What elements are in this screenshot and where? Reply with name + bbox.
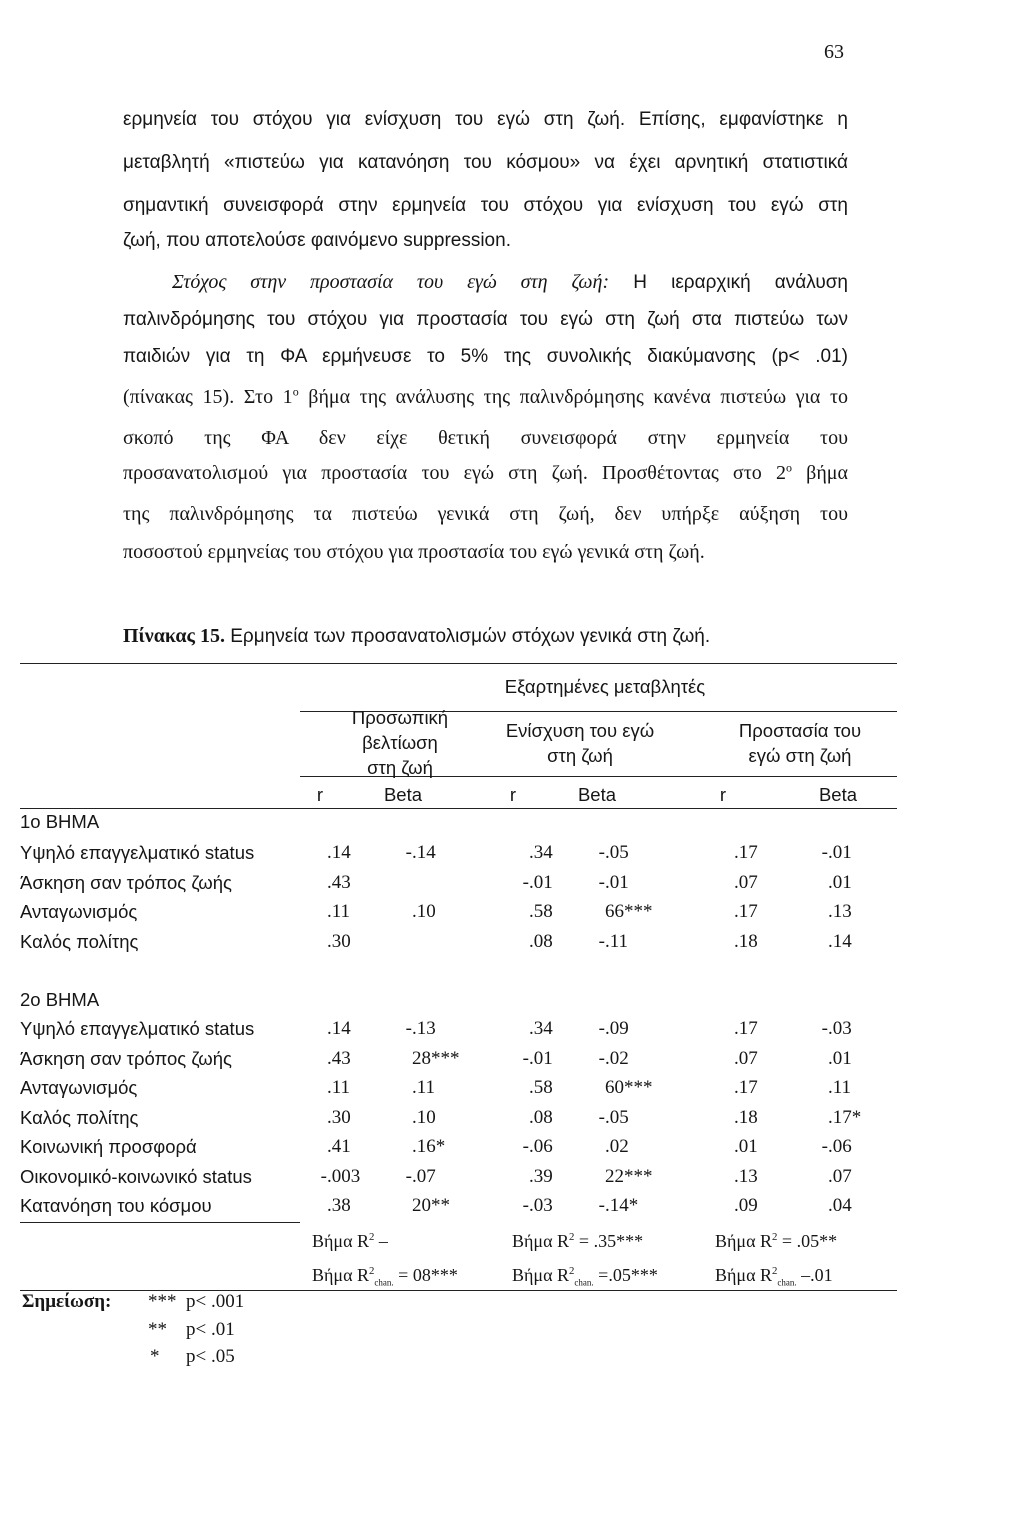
row-label: Ανταγωνισμός (20, 901, 138, 922)
column-header-ego-protection: Προστασία του (738, 720, 862, 741)
cell-value: .11 (327, 1077, 351, 1098)
cell-value: .58 (529, 1077, 553, 1098)
cell-value: .13 (734, 1166, 758, 1187)
paragraph-line: παιδιών για τη ΦΑ ερμήνευσε το 5% της συνολικής διακύμανσης (p< .01) (123, 346, 848, 367)
cell-sign: - (598, 1195, 605, 1216)
table-row (0, 1136, 900, 1158)
note-stars: ** (148, 1319, 167, 1340)
dependent-variables-label: Εξαρτημένες μεταβλητές (504, 676, 706, 697)
paragraph-line (123, 461, 848, 485)
row-label: Κοινωνική προσφορά (20, 1136, 197, 1157)
cell-value: .30 (327, 1107, 351, 1128)
cell-value: .39 (529, 1166, 553, 1187)
column-header-personal-improvement: βελτίωση (362, 732, 438, 753)
cell-enhance-beta (605, 1166, 653, 1188)
cell-value: .14 (327, 842, 351, 863)
column-header-ego-protection: εγώ στη ζωή (748, 745, 852, 766)
paragraph-text: βήμα (791, 462, 848, 484)
paragraph-line (123, 385, 848, 409)
table-row (0, 842, 900, 864)
cell-personal-r (320, 1166, 361, 1188)
cell-enhance-beta (605, 901, 653, 923)
cell-protect-beta (828, 901, 852, 923)
cell-value: .11 (412, 1077, 436, 1098)
stat-header-r: r (719, 784, 727, 805)
r-squared-superscript: 2 (772, 1231, 778, 1243)
r-squared-cell (715, 1264, 833, 1286)
row-label: Καλός πολίτης (20, 1107, 139, 1128)
section-heading: Στόχος στην προστασία του εγώ στη ζωή: (172, 271, 610, 293)
cell-protect-r (734, 872, 758, 894)
cell-value: .17* (828, 1107, 862, 1128)
table-row (0, 931, 900, 953)
cell-value: .11 (327, 901, 351, 922)
table-row (0, 1107, 900, 1129)
r-squared-value: – (374, 1231, 388, 1251)
cell-value: .11 (828, 1077, 852, 1098)
paragraph-line: μεταβλητή «πιστεύω για κατανόηση του κόσμου» να έχει αρνητική στατιστικά (123, 152, 848, 173)
cell-value: 22*** (605, 1166, 653, 1187)
cell-value: .14 (327, 1018, 351, 1039)
cell-value: .06 (828, 1136, 852, 1157)
cell-value: 60*** (605, 1077, 653, 1098)
cell-value: .08 (529, 931, 553, 952)
cell-value: 66*** (605, 901, 653, 922)
cell-value: .05 (605, 842, 629, 863)
r-squared-subscript: chan. (777, 1277, 797, 1288)
cell-sign: - (522, 1195, 529, 1216)
column-header-ego-enhancement: στη ζωή (547, 745, 613, 766)
r-squared-prefix: Βήμα R (715, 1265, 773, 1285)
cell-sign: - (821, 1018, 828, 1039)
cell-enhance-r (522, 1048, 553, 1070)
cell-value: .10 (412, 1107, 436, 1128)
page-number: 63 (824, 41, 844, 63)
cell-value: .13 (828, 901, 852, 922)
cell-value: .07 (734, 1048, 758, 1069)
cell-personal-r (327, 1136, 351, 1158)
cell-value: .38 (327, 1195, 351, 1216)
cell-value: .01 (605, 872, 629, 893)
note-p-value: p< .001 (186, 1291, 245, 1312)
cell-sign: - (821, 1136, 828, 1157)
paragraph-text: προσανατολισμού για προστασία του εγώ στη ζωή. Προσθέτοντας στο 2 (123, 462, 786, 484)
cell-enhance-beta (598, 931, 629, 953)
cell-sign: - (405, 1166, 412, 1187)
cell-enhance-r (529, 1018, 553, 1040)
r-squared-cell (312, 1264, 458, 1286)
cell-personal-beta (412, 1195, 450, 1217)
cell-personal-r (327, 931, 351, 953)
cell-sign: - (522, 1048, 529, 1069)
cell-personal-beta (405, 1018, 436, 1040)
r-squared-value: = 08*** (393, 1265, 458, 1285)
cell-value: .07 (734, 872, 758, 893)
r-squared-value: –.01 (796, 1265, 833, 1285)
table-caption-label: Πίνακας 15. (123, 625, 225, 647)
cell-protect-beta (828, 1077, 851, 1099)
r-squared-prefix: Βήμα R (512, 1265, 570, 1285)
cell-sign: - (522, 1136, 529, 1157)
ordinal-superscript: ο (785, 460, 792, 475)
paragraph-line: της παλινδρόμησης τα πιστεύω γενικά στη ζωή, δεν υπήρξε αύξηση του (123, 503, 848, 525)
r-squared-subscript: chan. (574, 1277, 594, 1288)
cell-enhance-beta (598, 1195, 639, 1217)
stat-header-beta: Beta (577, 784, 617, 805)
r-squared-superscript: 2 (369, 1265, 375, 1277)
cell-value: .58 (529, 901, 553, 922)
cell-protect-r (734, 1107, 758, 1129)
cell-sign: - (320, 1166, 327, 1187)
paragraph-line: ερμηνεία του στόχου για ενίσχυση του εγώ στη ζωή. Επίσης, εμφανίστηκε η (123, 109, 848, 130)
cell-personal-beta (412, 1136, 445, 1158)
cell-enhance-r (522, 1195, 553, 1217)
r-squared-row (0, 1230, 900, 1252)
cell-personal-r (327, 842, 351, 864)
step-label: 2ο ΒΗΜΑ (20, 989, 100, 1010)
cell-sign: - (598, 872, 605, 893)
note-stars: *** (148, 1291, 177, 1312)
cell-personal-r (327, 1195, 351, 1217)
cell-protect-beta (828, 1195, 852, 1217)
cell-value: .30 (327, 931, 351, 952)
column-header-ego-enhancement: Ενίσχυση του εγώ (505, 720, 655, 741)
cell-value: .003 (327, 1166, 361, 1187)
column-header-personal-improvement: στη ζωή (367, 757, 433, 778)
cell-value: .06 (529, 1136, 553, 1157)
cell-value: .16* (412, 1136, 446, 1157)
cell-protect-beta (828, 931, 852, 953)
cell-enhance-beta (598, 872, 629, 894)
cell-value: .08 (529, 1107, 553, 1128)
row-label: Άσκηση σαν τρόπος ζωής (20, 872, 232, 893)
cell-value: .17 (734, 1018, 758, 1039)
note-p-value: p< .05 (186, 1346, 235, 1367)
r-squared-superscript: 2 (369, 1231, 375, 1243)
r-squared-prefix: Βήμα R (312, 1231, 370, 1251)
step-label: 1ο ΒΗΜΑ (20, 811, 100, 832)
cell-value: .03 (828, 1018, 852, 1039)
cell-enhance-beta (598, 1048, 629, 1070)
paragraph-line: παλινδρόμησης του στόχου για προστασία του εγώ στη ζωή στα πιστεύω των (123, 309, 848, 330)
cell-value: .01 (828, 1048, 852, 1069)
cell-value: .17 (734, 842, 758, 863)
note-label: Σημείωση: (22, 1291, 112, 1312)
cell-value: .43 (327, 872, 351, 893)
table-row (0, 1195, 900, 1217)
ordinal-superscript: ο (292, 384, 299, 399)
cell-value: .11 (605, 931, 629, 952)
cell-enhance-beta (598, 842, 629, 864)
r-squared-prefix: Βήμα R (512, 1231, 570, 1251)
row-label: Υψηλό επαγγελματικό status (20, 1018, 255, 1039)
paragraph-line (172, 270, 848, 296)
stat-header-r: r (316, 784, 324, 805)
row-label: Υψηλό επαγγελματικό status (20, 842, 255, 863)
stat-header-beta: Beta (383, 784, 423, 805)
cell-value: .09 (605, 1018, 629, 1039)
cell-personal-beta (412, 1077, 435, 1099)
cell-enhance-beta (598, 1018, 629, 1040)
r-squared-value: = .05** (777, 1231, 838, 1251)
r-squared-cell (715, 1230, 837, 1252)
cell-protect-beta (828, 1166, 852, 1188)
cell-protect-r (734, 901, 758, 923)
paragraph-line: ζωή, που αποτελούσε φαινόμενο suppression. (123, 230, 511, 251)
row-label: Οικονομικό-κοινωνικό status (20, 1166, 252, 1187)
r-squared-prefix: Βήμα R (312, 1265, 370, 1285)
cell-protect-beta (821, 1018, 852, 1040)
cell-sign: - (405, 1018, 412, 1039)
cell-value: .01 (734, 1136, 758, 1157)
cell-value: .09 (734, 1195, 758, 1216)
paragraph-text: βήμα της ανάλυσης της παλινδρόμησης κανένα πιστεύω για το (298, 386, 849, 408)
r-squared-cell (512, 1230, 643, 1252)
stat-header-beta: Beta (818, 784, 858, 805)
cell-personal-r (327, 1018, 351, 1040)
cell-value: .14 (828, 931, 852, 952)
cell-enhance-r (522, 872, 553, 894)
cell-personal-beta (405, 842, 436, 864)
cell-enhance-r (529, 1107, 553, 1129)
table-row (0, 901, 900, 923)
cell-value: .02 (605, 1136, 629, 1157)
cell-sign: - (598, 842, 605, 863)
note-stars: * (150, 1346, 160, 1367)
cell-value: .34 (529, 1018, 553, 1039)
r-squared-cell (512, 1264, 658, 1286)
cell-sign: - (821, 842, 828, 863)
cell-enhance-beta (605, 1136, 629, 1158)
stat-header-rule (20, 808, 897, 809)
cell-value: .07 (828, 1166, 852, 1187)
cell-sign: - (522, 872, 529, 893)
cell-value: 20** (412, 1195, 450, 1216)
cell-personal-beta (412, 1107, 436, 1129)
row-label: Καλός πολίτης (20, 931, 139, 952)
cell-protect-beta (828, 1048, 852, 1070)
paragraph-text: (πίνακας 15). Στο 1 (123, 386, 293, 408)
cell-enhance-r (529, 901, 553, 923)
cell-personal-r (327, 1048, 351, 1070)
r-squared-superscript: 2 (772, 1265, 778, 1277)
cell-sign: - (598, 1018, 605, 1039)
cell-value: .17 (734, 1077, 758, 1098)
cell-protect-beta (821, 1136, 852, 1158)
row-label: Ανταγωνισμός (20, 1077, 138, 1098)
cell-protect-r (734, 931, 758, 953)
r-squared-prefix: Βήμα R (715, 1231, 773, 1251)
r-squared-superscript: 2 (569, 1231, 575, 1243)
cell-enhance-beta (598, 1107, 629, 1129)
table-caption (123, 624, 710, 650)
paragraph-text: Η ιεραρχική ανάλυση (609, 272, 849, 293)
r-squared-cell (312, 1230, 388, 1252)
r-squared-superscript: 2 (569, 1265, 575, 1277)
cell-personal-r (327, 872, 351, 894)
cell-value: .05 (605, 1107, 629, 1128)
table-row (0, 1166, 900, 1188)
cell-value: .04 (828, 1195, 852, 1216)
table-row (0, 872, 900, 894)
cell-protect-r (734, 1077, 758, 1099)
cell-value: .14 (412, 842, 436, 863)
stat-header-r: r (509, 784, 517, 805)
cell-value: .13 (412, 1018, 436, 1039)
table-top-rule (20, 663, 897, 664)
cell-personal-beta (405, 1166, 436, 1188)
cell-value: .34 (529, 842, 553, 863)
cell-protect-r (734, 1136, 758, 1158)
cell-value: .01 (529, 1048, 553, 1069)
cell-enhance-r (529, 842, 553, 864)
column-header-personal-improvement: Προσωπική (351, 707, 449, 728)
cell-protect-r (734, 1195, 758, 1217)
cell-enhance-r (522, 1136, 553, 1158)
table-caption-text: Ερμηνεία των προσανατολισμών στόχων γενικά στη ζωή. (224, 626, 711, 647)
paragraph-line: σκοπό της ΦΑ δεν είχε θετική συνεισφορά στην ερμηνεία του (123, 427, 848, 449)
table-row (0, 1048, 900, 1070)
cell-value: .17 (734, 901, 758, 922)
cell-value: .01 (828, 872, 852, 893)
cell-value: .18 (734, 1107, 758, 1128)
cell-enhance-beta (605, 1077, 653, 1099)
row-label: Άσκηση σαν τρόπος ζωής (20, 1048, 232, 1069)
cell-protect-r (734, 1018, 758, 1040)
paragraph-line: ποσοστού ερμηνείας του στόχου για προστασία του εγώ γενικά στη ζωή. (123, 541, 705, 563)
cell-protect-beta (828, 872, 852, 894)
cell-protect-r (734, 1166, 758, 1188)
cell-protect-r (734, 842, 758, 864)
cell-sign: - (405, 842, 412, 863)
cell-personal-beta (412, 1048, 460, 1070)
r-squared-subscript: chan. (374, 1277, 394, 1288)
cell-value: .43 (327, 1048, 351, 1069)
row-label: Κατανόηση του κόσμου (20, 1195, 212, 1216)
cell-personal-r (327, 1077, 350, 1099)
cell-personal-r (327, 1107, 351, 1129)
cell-value: .14* (605, 1195, 639, 1216)
cell-value: .03 (529, 1195, 553, 1216)
cell-enhance-r (529, 931, 553, 953)
r-squared-value: =.05*** (593, 1265, 658, 1285)
cell-personal-r (327, 901, 350, 923)
cell-value: .41 (327, 1136, 351, 1157)
cell-protect-beta (828, 1107, 861, 1129)
cell-sign: - (598, 931, 605, 952)
cell-value: .02 (605, 1048, 629, 1069)
cell-enhance-r (529, 1166, 553, 1188)
table-row (0, 1018, 900, 1040)
cell-value: .01 (828, 842, 852, 863)
cell-value: .18 (734, 931, 758, 952)
cell-protect-beta (821, 842, 852, 864)
cell-personal-beta (412, 901, 436, 923)
r-squared-row (0, 1264, 900, 1286)
cell-protect-r (734, 1048, 758, 1070)
cell-sign: - (598, 1048, 605, 1069)
paragraph-line: σημαντική συνεισφορά στην ερμηνεία του στόχου για ενίσχυση του εγώ στη (123, 195, 848, 216)
note-p-value: p< .01 (186, 1319, 235, 1340)
cell-value: 28*** (412, 1048, 460, 1069)
cell-sign: - (598, 1107, 605, 1128)
table-row (0, 1077, 900, 1099)
cell-value: .01 (529, 872, 553, 893)
table-body-rule (20, 1222, 300, 1223)
cell-value: .07 (412, 1166, 436, 1187)
cell-enhance-r (529, 1077, 553, 1099)
r-squared-value: = .35*** (574, 1231, 644, 1251)
cell-value: .10 (412, 901, 436, 922)
